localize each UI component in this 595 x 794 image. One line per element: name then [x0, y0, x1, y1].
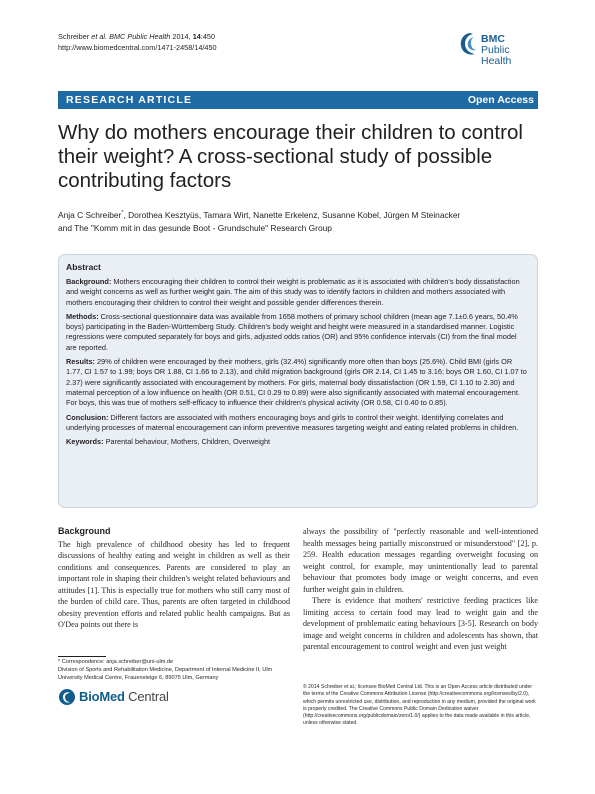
- body-column-left: [58, 526, 290, 631]
- citation-line: Schreiber et al. BMC Public Health 2014, 14:450: [58, 32, 216, 41]
- abstract-box: [58, 254, 538, 508]
- correspondence-email[interactable]: * Correspondence: anja.schreiber@uni-ulm.de: [58, 659, 174, 665]
- license-text: © 2014 Schreiber et al.; licensee BioMed Central Ltd. This is an Open Access article distributed under the terms of the Creative Commons Attribution License (http://creativecommons.org/licenses/by/2.0), which permits unrestricted use, distribution, and reproduction in any medium, provided the original work is properly credited. The Creative Commons Public Domain Dedication waiver (http://creativecommons.org/publicdomain/zero/1.0/) applies to the data made available in this article, unless otherwise stated.: [303, 684, 536, 727]
- running-header: [58, 31, 217, 53]
- article-url[interactable]: http://www.biomedcentral.com/1471-2458/14/450: [58, 43, 217, 52]
- body-column-right: [303, 526, 538, 653]
- article-type-band: [58, 91, 538, 109]
- article-title: Why do mothers encourage their children to control their weight? A cross-sectional study of possible contributing factors: [58, 121, 523, 192]
- abstract-keywords: Keywords: Parental behaviour, Mothers, Children, Overweight: [66, 437, 271, 447]
- volume-number: 14: [192, 32, 201, 41]
- section-heading-background: Background: [58, 526, 111, 536]
- author-list: Anja C Schreiber*, Dorothea Kesztyüs, Tamara Wirt, Nanette Erkelenz, Susanne Kobel, Jürgen M Steinacker and The "Komm mit in das gesunde Boot - Grundschule" Research Group: [58, 209, 461, 233]
- logo-wordmark: BMC Public Health: [481, 33, 512, 67]
- abstract-methods: Methods: Cross-sectional questionnaire data was available from 1658 mothers of primary school children (mean age 7.1±0.6 years, 50.4% boys) participating in the Baden-Württemberg Study. Children's body weight and height were measured in a standardised manner. Logistic regressions were computed separately for boys and girls, adjusted odds ratios (OR) and 95% confidence intervals (CI) from the final model are reported.: [66, 311, 518, 352]
- correspondence-footnote: [58, 658, 290, 682]
- publisher-name: BioMed Central: [79, 689, 169, 704]
- biomed-central-icon: [58, 686, 76, 708]
- body-paragraph: There is evidence that mothers' restrictive feeding practices like limiting access to certain food may lead to weight gain and the development of problematic eating behaviours [3-5]. Research on body image and weight concerns in children and adolescents has shown, that parental encouragement to control weight and even just weight: [303, 596, 538, 652]
- publisher-logo: [58, 684, 178, 712]
- abstract-heading: Abstract: [66, 262, 101, 272]
- journal-name: et al. BMC Public Health: [91, 32, 171, 41]
- abstract-background: Background: Mothers encouraging their children to control their weight is problematic as it is associated with children's body dissatisfaction and weight concerns as well as further weight gain. The aim of this study was to identify factors in children and mothers associated with mothers encouraging their children to control their weight and possible gender differences therein.: [66, 277, 520, 307]
- abstract-conclusion: Conclusion: Different factors are associated with mothers encouraging boys and girls to control their weight. Identifying correlates and underlying processes of maternal encouragement can inform preventive measures targeting weight and eating related problems in children.: [66, 412, 519, 432]
- journal-logo: [459, 27, 539, 75]
- body-paragraph: always the possibility of "perfectly reasonable and well-intentioned health messages being partially misconstrued or misunderstood" [2], p. 259. Health education messages regarding overweight focusing on weight control, for example, may unintentionally lead to parental behaviour that promotes body image or weight concerns, and even further weight gain in children.: [303, 527, 538, 594]
- abstract-results: Results: 29% of children were encouraged by their mothers, girls (32.4%) significantly more often than boys (25.6%). Child BMI (girls OR 1.77, CI 1.57 to 1.99; boys OR 1.88, CI 1.66 to 2.13), and child migration background (girls OR 2.14, CI 1.45 to 3.16; boys OR 1.60, CI 1.07 to 2.37) were significantly associated with encouragement by mothers. For girls, maternal body dissatisfaction (OR 1.59, CI 1.10 to 2.30) and maternal perception of a low influence on health (OR 0.51, CI 0.29 to 0.89) were also significantly associated with maternal encouragement. For boys, this was true of mothers self-efficacy to influence their children's physical activity (OR 0.58, CI 0.40 to 0.85).: [66, 357, 527, 408]
- article-type-label: RESEARCH ARTICLE: [66, 94, 193, 106]
- body-paragraph: The high prevalence of childhood obesity has led to frequent discussions of healthy eating and weight in children as well as their conditions and consequences. Parents are considered to play an important role in shaping their children's weight related behaviours and attitudes [1]. This is especially true for mothers who still carry most of the burden of child care. Thus, parents are often targeted in childhood obesity prevention efforts and related public health campaigns. But as O'Dea points out there is: [58, 539, 290, 630]
- corresponding-mark: *: [121, 210, 124, 216]
- bmc-swoosh-icon: [459, 31, 481, 57]
- open-access-label: Open Access: [467, 94, 534, 106]
- affiliation: Division of Sports and Rehabilitation Medicine, Department of Internal Medicine II, Ulm University Medical Centre, Frauensteige 6, 89075 Ulm, Germany: [58, 667, 273, 681]
- footnote-divider: [58, 656, 106, 657]
